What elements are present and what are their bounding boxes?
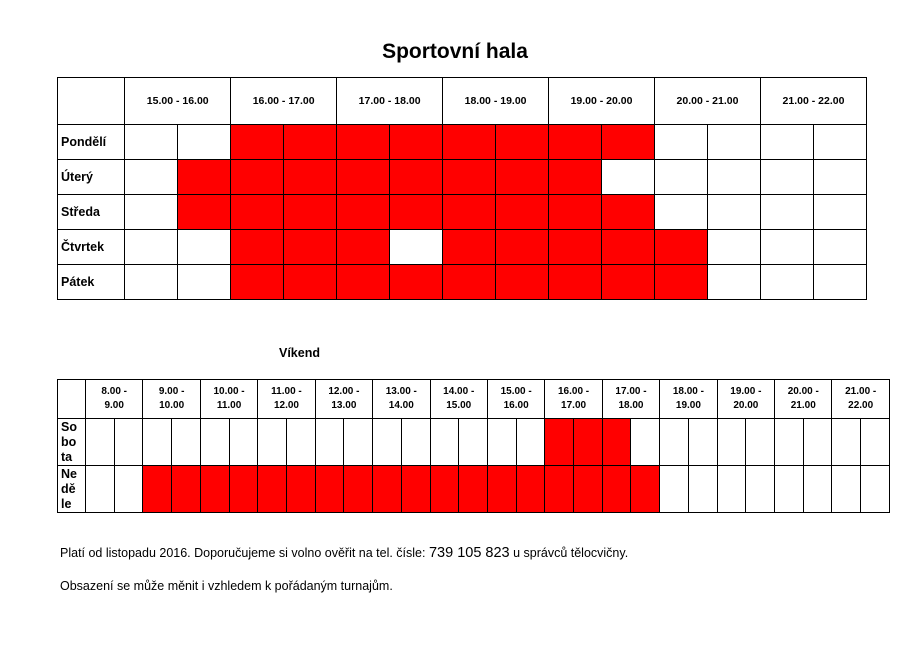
weekend-row <box>58 466 890 513</box>
free-cell <box>707 125 760 160</box>
weekday-row <box>58 265 867 300</box>
free-cell <box>832 466 861 513</box>
occupied-cell <box>496 125 549 160</box>
day-label-line: Ne <box>61 466 77 481</box>
time-slot-line: 17.00 <box>561 400 587 411</box>
free-cell <box>688 466 717 513</box>
occupied-cell <box>284 195 337 230</box>
free-cell <box>717 419 746 466</box>
weekend-schedule-table <box>57 379 890 513</box>
time-slot-header <box>258 380 315 419</box>
occupied-cell <box>143 466 172 513</box>
time-slot-header <box>430 380 487 419</box>
time-slot-line: 15.00 - <box>500 386 532 397</box>
time-slot-line: 13.00 - <box>385 386 417 397</box>
free-cell <box>86 419 115 466</box>
occupied-cell <box>631 466 660 513</box>
occupied-cell <box>545 419 574 466</box>
free-cell <box>813 125 866 160</box>
occupied-cell <box>549 230 602 265</box>
free-cell <box>707 195 760 230</box>
occupied-cell <box>284 125 337 160</box>
occupied-cell <box>602 230 655 265</box>
time-slot-line: 16.00 <box>503 400 529 411</box>
time-slot-header <box>775 380 832 419</box>
validity-note <box>60 545 628 561</box>
free-cell <box>775 466 804 513</box>
occupied-cell <box>574 419 603 466</box>
free-cell <box>803 419 832 466</box>
free-cell <box>707 160 760 195</box>
free-cell <box>760 265 813 300</box>
occupied-cell <box>231 160 284 195</box>
occupied-cell <box>545 466 574 513</box>
free-cell <box>172 419 201 466</box>
free-cell <box>487 419 516 466</box>
occupied-cell <box>602 195 655 230</box>
free-cell <box>760 230 813 265</box>
time-slot-header <box>200 380 257 419</box>
occupied-cell <box>430 466 459 513</box>
free-cell <box>125 125 178 160</box>
free-cell <box>430 419 459 466</box>
free-cell <box>655 125 708 160</box>
time-slot-header <box>86 380 143 419</box>
occupied-cell <box>231 230 284 265</box>
weekday-row <box>58 160 867 195</box>
occupied-cell <box>602 419 631 466</box>
free-cell <box>178 265 231 300</box>
free-cell <box>655 195 708 230</box>
occupied-cell <box>496 230 549 265</box>
time-slot-header: 21.00 - 22.00 <box>760 78 866 125</box>
occupied-cell <box>284 265 337 300</box>
occupied-cell <box>373 466 402 513</box>
occupied-cell <box>286 466 315 513</box>
time-slot-line: 20.00 <box>733 400 759 411</box>
occupied-cell <box>443 125 496 160</box>
time-slot-header <box>545 380 602 419</box>
time-slot-header <box>660 380 717 419</box>
weekday-row <box>58 195 867 230</box>
occupied-cell <box>231 125 284 160</box>
free-cell <box>86 466 115 513</box>
occupied-cell <box>549 160 602 195</box>
weekend-header-row <box>58 380 890 419</box>
free-cell <box>125 195 178 230</box>
occupied-cell <box>602 125 655 160</box>
free-cell <box>631 419 660 466</box>
free-cell <box>832 419 861 466</box>
time-slot-header: 15.00 - 16.00 <box>125 78 231 125</box>
occupied-cell <box>337 265 390 300</box>
occupied-cell <box>337 195 390 230</box>
free-cell <box>229 419 258 466</box>
free-cell <box>401 419 430 466</box>
occupied-cell <box>574 466 603 513</box>
time-slot-line: 14.00 - <box>443 386 475 397</box>
free-cell <box>707 230 760 265</box>
free-cell <box>861 466 890 513</box>
day-label-line: le <box>61 496 72 511</box>
time-slot-header <box>373 380 430 419</box>
occupied-cell <box>390 160 443 195</box>
free-cell <box>861 419 890 466</box>
time-slot-header <box>315 380 372 419</box>
free-cell <box>717 466 746 513</box>
occupied-cell <box>443 230 496 265</box>
time-slot-header <box>143 380 200 419</box>
free-cell <box>125 230 178 265</box>
occupied-cell <box>496 195 549 230</box>
time-slot-line: 21.00 <box>790 400 816 411</box>
occupied-cell <box>655 230 708 265</box>
time-slot-line: 20.00 - <box>787 386 819 397</box>
time-slot-line: 18.00 <box>618 400 644 411</box>
time-slot-line: 19.00 <box>675 400 701 411</box>
occupied-cell <box>459 466 488 513</box>
time-slot-line: 11.00 - <box>271 386 302 397</box>
occupancy-note: Obsazení se může měnit i vzhledem k pořádaným turnajům. <box>60 579 393 593</box>
free-cell <box>688 419 717 466</box>
occupied-cell <box>602 466 631 513</box>
day-label-line: dě <box>61 481 76 496</box>
time-slot-line: 12.00 - <box>328 386 360 397</box>
occupied-cell <box>315 466 344 513</box>
occupied-cell <box>178 160 231 195</box>
time-slot-line: 10.00 - <box>213 386 245 397</box>
free-cell <box>760 125 813 160</box>
free-cell <box>315 419 344 466</box>
occupied-cell <box>487 466 516 513</box>
occupied-cell <box>390 125 443 160</box>
time-slot-header: 19.00 - 20.00 <box>549 78 655 125</box>
occupied-cell <box>178 195 231 230</box>
occupied-cell <box>496 160 549 195</box>
free-cell <box>660 466 689 513</box>
time-slot-header <box>832 380 889 419</box>
occupied-cell <box>284 160 337 195</box>
occupied-cell <box>602 265 655 300</box>
weekend-row <box>58 419 890 466</box>
weekday-row <box>58 125 867 160</box>
occupied-cell <box>231 265 284 300</box>
free-cell <box>813 230 866 265</box>
day-label-line: So <box>61 419 77 434</box>
time-slot-line: 12.00 <box>273 400 299 411</box>
occupied-cell <box>337 125 390 160</box>
time-slot-line: 16.00 - <box>558 386 590 397</box>
free-cell <box>516 419 545 466</box>
time-slot-line: 19.00 - <box>730 386 762 397</box>
free-cell <box>813 160 866 195</box>
occupied-cell <box>390 265 443 300</box>
time-slot-line: 14.00 <box>388 400 414 411</box>
occupied-cell <box>172 466 201 513</box>
occupied-cell <box>443 195 496 230</box>
free-cell <box>143 419 172 466</box>
time-slot-header: 18.00 - 19.00 <box>443 78 549 125</box>
free-cell <box>390 230 443 265</box>
free-cell <box>746 466 775 513</box>
free-cell <box>125 160 178 195</box>
time-slot-line: 11.00 <box>216 400 242 411</box>
occupied-cell <box>443 160 496 195</box>
time-slot-line: 9.00 - <box>158 386 185 397</box>
time-slot-header: 17.00 - 18.00 <box>337 78 443 125</box>
corner-cell <box>58 380 86 419</box>
weekend-heading: Víkend <box>279 346 320 360</box>
time-slot-line: 18.00 - <box>672 386 704 397</box>
occupied-cell <box>549 125 602 160</box>
time-slot-header: 20.00 - 21.00 <box>655 78 761 125</box>
time-slot-line: 17.00 - <box>615 386 647 397</box>
occupied-cell <box>337 160 390 195</box>
free-cell <box>373 419 402 466</box>
validity-note-text: Platí od listopadu 2016. Doporučujeme si volno ověřit na tel. čísle: <box>60 546 429 560</box>
free-cell <box>813 265 866 300</box>
free-cell <box>707 265 760 300</box>
occupied-cell <box>284 230 337 265</box>
weekday-row <box>58 230 867 265</box>
free-cell <box>258 419 287 466</box>
occupied-cell <box>390 195 443 230</box>
free-cell <box>655 160 708 195</box>
free-cell <box>775 419 804 466</box>
time-slot-line: 10.00 <box>159 400 185 411</box>
time-slot-header <box>717 380 774 419</box>
validity-note-suffix: u správců tělocvičny. <box>509 546 629 560</box>
day-label: Pátek <box>58 265 125 300</box>
occupied-cell <box>229 466 258 513</box>
free-cell <box>286 419 315 466</box>
occupied-cell <box>516 466 545 513</box>
occupied-cell <box>200 466 229 513</box>
free-cell <box>114 466 143 513</box>
free-cell <box>114 419 143 466</box>
free-cell <box>178 230 231 265</box>
time-slot-line: 21.00 - <box>845 386 877 397</box>
occupied-cell <box>344 466 373 513</box>
free-cell <box>803 466 832 513</box>
free-cell <box>200 419 229 466</box>
occupied-cell <box>549 195 602 230</box>
free-cell <box>344 419 373 466</box>
day-label: Čtvrtek <box>58 230 125 265</box>
time-slot-header: 16.00 - 17.00 <box>231 78 337 125</box>
time-slot-line: 8.00 - <box>101 386 127 397</box>
occupied-cell <box>401 466 430 513</box>
free-cell <box>760 160 813 195</box>
free-cell <box>459 419 488 466</box>
free-cell <box>760 195 813 230</box>
occupied-cell <box>258 466 287 513</box>
time-slot-header <box>487 380 544 419</box>
day-label-line: bo <box>61 434 77 449</box>
time-slot-header <box>602 380 659 419</box>
occupied-cell <box>549 265 602 300</box>
occupied-cell <box>496 265 549 300</box>
day-label-line: ta <box>61 449 73 464</box>
occupied-cell <box>443 265 496 300</box>
day-label <box>58 419 86 466</box>
free-cell <box>602 160 655 195</box>
page-title: Sportovní hala <box>382 40 528 63</box>
weekday-header-row <box>58 78 867 125</box>
occupied-cell <box>337 230 390 265</box>
free-cell <box>660 419 689 466</box>
free-cell <box>178 125 231 160</box>
free-cell <box>813 195 866 230</box>
day-label: Středa <box>58 195 125 230</box>
day-label: Pondělí <box>58 125 125 160</box>
time-slot-line: 15.00 <box>446 400 472 411</box>
free-cell <box>125 265 178 300</box>
time-slot-line: 22.00 <box>848 400 874 411</box>
occupied-cell <box>655 265 708 300</box>
time-slot-line: 9.00 <box>104 400 124 411</box>
free-cell <box>746 419 775 466</box>
corner-cell <box>58 78 125 125</box>
time-slot-line: 13.00 <box>331 400 357 411</box>
occupied-cell <box>231 195 284 230</box>
weekday-schedule-table <box>57 77 867 300</box>
day-label: Úterý <box>58 160 125 195</box>
day-label <box>58 466 86 513</box>
phone-number: 739 105 823 <box>428 545 510 561</box>
